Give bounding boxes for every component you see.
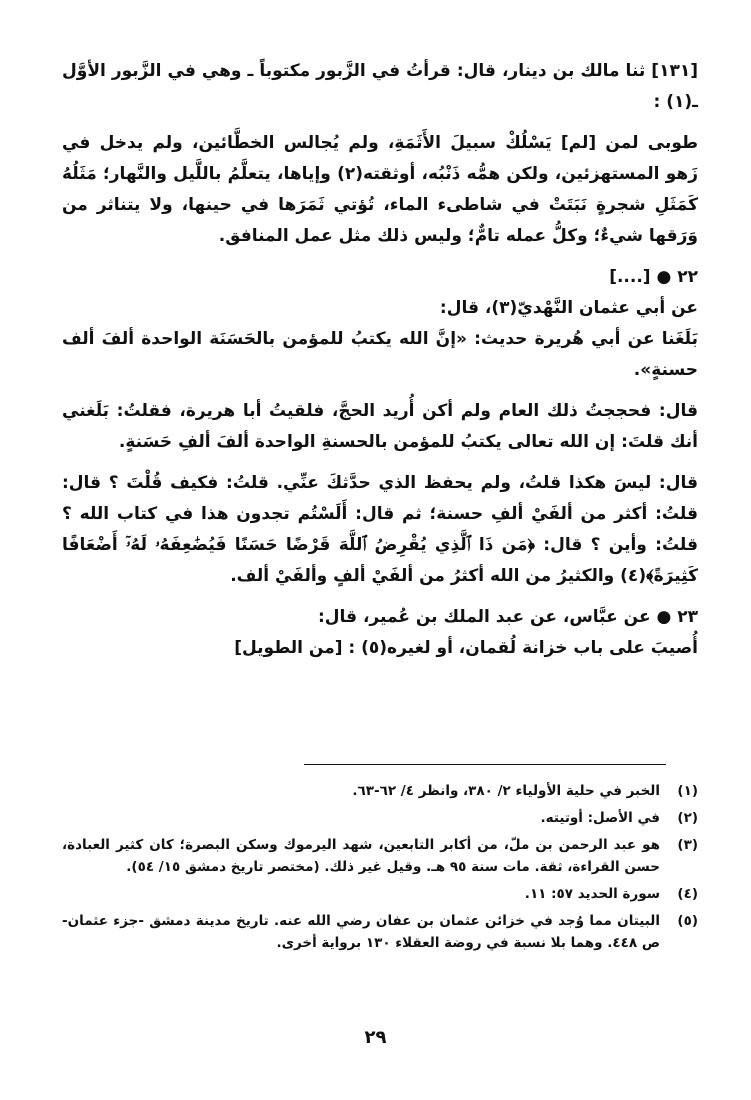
entry-23-heading: ٢٣ ● عن عبَّاس، عن عبد الملك بن عُمير، قال: bbox=[317, 607, 698, 627]
footnote-number: (٤) bbox=[677, 886, 698, 902]
isnad-abu-uthman: عن أبي عثمان النَّهْديّ(٣)، قال: bbox=[439, 298, 698, 318]
footnote-text: سورة الحديد ٥٧: ١١. bbox=[524, 886, 660, 902]
footnotes bbox=[62, 780, 698, 959]
page-number: ٢٩ bbox=[364, 1027, 387, 1048]
footnote-number: (٣) bbox=[677, 837, 698, 853]
footnote-number: (٢) bbox=[677, 810, 698, 826]
footnote-text: البيتان مما وُجد في خزائن عثمان بن عفان رضي الله عنه. تاريخ مدينة دمشق -جزء عثمان- ص ٤٤٨. وهما بلا نسبة في روضة العقلاء ١٣٠ برواية أخرى. bbox=[62, 913, 660, 951]
footnote-number: (١) bbox=[677, 783, 698, 799]
entry-22-heading: ٢٢ ● [....] bbox=[609, 267, 698, 287]
entry-23-text: أُصيبَ على باب خزانة لُقمان، أو لغيره(٥) : [من الطويل] bbox=[234, 638, 698, 658]
footnote-4 bbox=[62, 883, 698, 905]
main-text bbox=[62, 56, 698, 664]
footnote-text: في الأصل: أوتيته. bbox=[540, 810, 660, 826]
paragraph-zabur-text: طوبى لمن [لم] يَسْلُكْ سبيلَ الأَثَمَةِ، ولم يُجالس الخطَّائين، ولم يدخل في زَهو المستهزئين، ولكن همُّه ذَنْبُه، أوثقته(٢) وإياها، يتعلَّمُ باللَّيل والنَّهار؛ مَثَلُهُ كَمَثَلِ شجرةٍ نَبَتَتْ في شاطىء الماء، تُؤتي ثَمَرَها في حينها، ولا يتناثر من وَرَقها شيءٌ؛ وكلُّ عمله تامٌّ؛ وليس ذلك مثل عمل المنافق. bbox=[62, 133, 698, 246]
paragraph-reply bbox=[62, 468, 698, 592]
footnote-3 bbox=[62, 834, 698, 878]
paragraph-reply-part1: قال: ليسَ هكذا قلتُ، ولم يحفظ الذي حدَّثكَ عنِّي. قلتُ: فكيف قُلْتَ ؟ قال: قلتُ: أكثر من ألفَيْ ألفِ حسنة؛ ثم قال: أَلَسْتُم تجدون هذا في كتاب الله ؟ قلتُ: وأين ؟ قال: ﴿مَن ذَا ٱلَّذِي يُقْرِضُ ٱللَّهَ قَرْضًا حَسَنًا فَيُضَٰعِفَهُۥ لَهُۥٓ bbox=[62, 473, 699, 555]
paragraph-hajj: قال: فحججتُ ذلك العام ولم أكن أُريد الحجَّ، فلقيتُ أبا هريرة، فقلتُ: بَلَغني أنك قلتَ: إن الله تعالى يكتبُ للمؤمن بالحسنةِ الواحدة ألفَ ألفِ حَسَنةٍ. bbox=[62, 401, 698, 452]
footnote-number: (٥) bbox=[677, 913, 698, 929]
footnote-2 bbox=[62, 807, 698, 829]
footnote-1 bbox=[62, 780, 698, 802]
footnote-text: هو عبد الرحمن بن ملّ، من أكابر التابعين، شهد اليرموك وسكن البصرة؛ كان كثير العبادة، حسن القراءة، ثقة. مات سنة ٩٥ هـ. وقيل غير ذلك. (مختصر تاريخ دمشق ١٥/ ٥٤). bbox=[62, 837, 660, 875]
hadith-abu-hurayra: بَلَغَنا عن أبي هُريرة حديث: «إنَّ الله يكتبُ للمؤمن بالحَسَنَة الواحدة ألفَ ألف حسنةٍ». bbox=[62, 329, 698, 380]
paragraph-131: [١٣١] ثنا مالك بن دينار، قال: قرأتُ في الزَّبور مكتوباً ـ وهي في الزَّبور الأوَّل ـ(١) : bbox=[62, 61, 698, 112]
paragraph-reply-part2: أَضْعَافًا كَثِيرَةً﴾(٤) والكثيرُ من الله أكثرُ من ألفَيْ ألفٍ وألفَيْ ألف. bbox=[62, 535, 698, 586]
footnote-5 bbox=[62, 910, 698, 954]
footnote-text: الخبر في حلية الأولياء ٢/ ٣٨٠، وانظر ٤/ ٦٢-٦٣. bbox=[352, 783, 660, 799]
footnote-separator bbox=[304, 764, 666, 765]
